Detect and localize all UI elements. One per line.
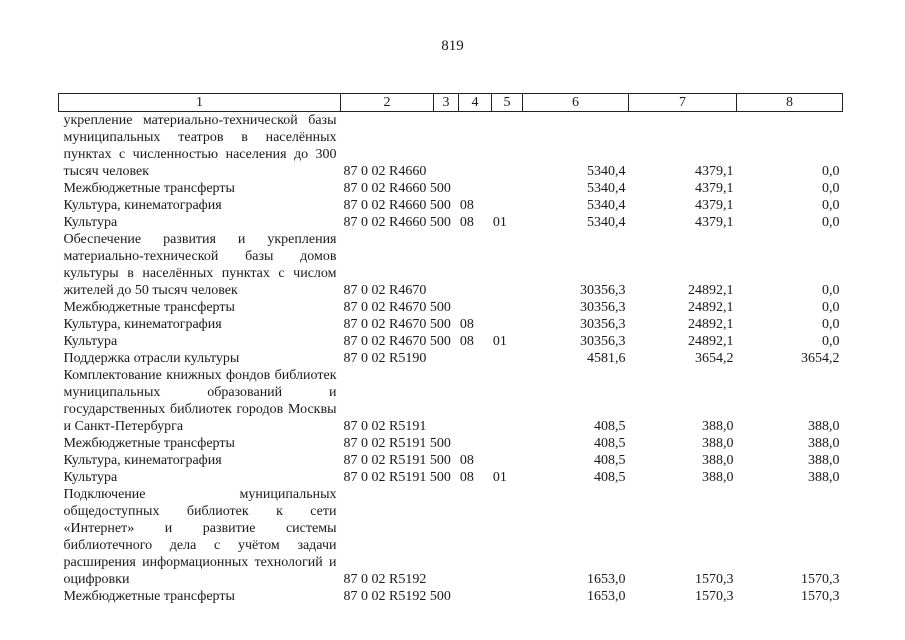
row-target-code: 87 0 02 R4670 [343, 283, 427, 298]
row-name: Культура, кинематография [63, 317, 222, 332]
table-row [59, 333, 843, 350]
row-name: Подключение муниципальных общедоступных библиотек к сети «Интернет» и развитие системы библиотечного дела с учётом задачи расширения информационных технологий и оцифровки [63, 487, 337, 587]
row-name: Культура [63, 215, 118, 230]
row-subsection: 01 [492, 334, 507, 349]
row-value-col8: 388,0 [808, 470, 840, 485]
row-value-col6: 408,5 [594, 419, 626, 434]
table-row [59, 588, 843, 605]
row-value-col7: 1570,3 [695, 589, 734, 604]
row-value-col7: 24892,1 [688, 317, 734, 332]
row-codes [341, 180, 523, 197]
table-row [59, 197, 843, 214]
row-name: укрепление материально-технической базы муниципальных театров в населённых пунктах с численностью населения до 300 тысяч человек [63, 113, 337, 179]
row-subsection: 01 [492, 215, 507, 230]
row-value-col6: 30356,3 [580, 317, 626, 332]
header-row [59, 94, 843, 112]
table-row [59, 469, 843, 486]
budget-table [58, 93, 843, 605]
row-name: Межбюджетные трансферты [63, 589, 235, 604]
header-col-4: 4 [459, 94, 492, 112]
row-name: Культура [63, 470, 118, 485]
row-value-col8: 388,0 [808, 453, 840, 468]
row-value-col7: 24892,1 [688, 334, 734, 349]
table-row [59, 316, 843, 333]
row-value-col8: 0,0 [822, 300, 840, 315]
row-value-col8: 0,0 [822, 317, 840, 332]
row-codes [341, 214, 523, 231]
row-value-col8: 0,0 [822, 334, 840, 349]
row-name: Комплектование книжных фондов библиотек муниципальных образований и государственных библиотек городов Москвы и Санкт-Петербурга [63, 368, 337, 434]
row-target-code: 87 0 02 R4660 [343, 215, 427, 230]
row-expense-type: 500 [429, 215, 451, 230]
row-name: Межбюджетные трансферты [63, 181, 235, 196]
row-value-col7: 388,0 [702, 436, 734, 451]
row-expense-type: 500 [429, 334, 451, 349]
row-value-col8: 1570,3 [801, 589, 840, 604]
row-value-col6: 30356,3 [580, 334, 626, 349]
budget-table-container [58, 93, 842, 605]
row-value-col6: 4581,6 [587, 351, 626, 366]
row-target-code: 87 0 02 R5191 [343, 470, 427, 485]
row-expense-type: 500 [429, 198, 451, 213]
row-section: 08 [459, 453, 474, 468]
row-codes [341, 333, 523, 350]
table-body [59, 112, 843, 606]
row-target-code: 87 0 02 R4670 [343, 334, 427, 349]
row-value-col6: 5340,4 [587, 198, 626, 213]
row-value-col7: 24892,1 [688, 300, 734, 315]
row-section: 08 [459, 198, 474, 213]
table-row [59, 486, 843, 588]
row-value-col8: 1570,3 [801, 572, 840, 587]
row-value-col8: 0,0 [822, 164, 840, 179]
row-name: Межбюджетные трансферты [63, 300, 235, 315]
row-value-col8: 0,0 [822, 215, 840, 230]
row-value-col8: 0,0 [822, 283, 840, 298]
row-name: Поддержка отрасли культуры [63, 351, 240, 366]
row-target-code: 87 0 02 R5192 [343, 589, 427, 604]
table-row [59, 180, 843, 197]
row-target-code: 87 0 02 R4660 [343, 164, 427, 179]
row-value-col7: 24892,1 [688, 283, 734, 298]
row-section: 08 [459, 215, 474, 230]
row-name: Культура [63, 334, 118, 349]
table-row [59, 231, 843, 299]
row-codes [341, 112, 523, 181]
row-codes [341, 197, 523, 214]
row-target-code: 87 0 02 R5192 [343, 572, 427, 587]
row-target-code: 87 0 02 R4670 [343, 317, 427, 332]
header-col-3: 3 [434, 94, 459, 112]
table-row [59, 435, 843, 452]
row-value-col6: 408,5 [594, 453, 626, 468]
row-value-col7: 4379,1 [695, 215, 734, 230]
table-header [59, 94, 843, 112]
row-codes [341, 367, 523, 435]
row-value-col8: 0,0 [822, 198, 840, 213]
header-col-6: 6 [523, 94, 629, 112]
row-codes [341, 452, 523, 469]
row-name: Культура, кинематография [63, 198, 222, 213]
row-codes [341, 469, 523, 486]
row-value-col6: 408,5 [594, 470, 626, 485]
row-target-code: 87 0 02 R4670 [343, 300, 427, 315]
row-name: Межбюджетные трансферты [63, 436, 235, 451]
row-expense-type: 500 [429, 317, 451, 332]
row-value-col8: 3654,2 [801, 351, 840, 366]
row-value-col7: 388,0 [702, 453, 734, 468]
row-value-col7: 4379,1 [695, 198, 734, 213]
table-row [59, 299, 843, 316]
row-value-col6: 30356,3 [580, 283, 626, 298]
table-row [59, 214, 843, 231]
table-row [59, 112, 843, 181]
row-codes [341, 231, 523, 299]
row-value-col6: 5340,4 [587, 181, 626, 196]
row-expense-type: 500 [429, 436, 451, 451]
row-value-col8: 0,0 [822, 181, 840, 196]
row-codes [341, 588, 523, 605]
row-target-code: 87 0 02 R4660 [343, 198, 427, 213]
row-target-code: 87 0 02 R5191 [343, 436, 427, 451]
row-value-col7: 4379,1 [695, 164, 734, 179]
page-number: 819 [441, 38, 464, 54]
row-codes [341, 350, 523, 367]
header-col-5: 5 [492, 94, 523, 112]
row-codes [341, 299, 523, 316]
row-value-col8: 388,0 [808, 436, 840, 451]
row-value-col6: 5340,4 [587, 164, 626, 179]
row-section: 08 [459, 334, 474, 349]
header-col-2: 2 [341, 94, 434, 112]
row-subsection: 01 [492, 470, 507, 485]
row-codes [341, 316, 523, 333]
row-value-col7: 388,0 [702, 470, 734, 485]
row-value-col6: 408,5 [594, 436, 626, 451]
row-value-col7: 1570,3 [695, 572, 734, 587]
row-target-code: 87 0 02 R5191 [343, 419, 427, 434]
row-expense-type: 500 [429, 300, 451, 315]
header-col-7: 7 [629, 94, 737, 112]
header-col-8: 8 [737, 94, 843, 112]
table-row [59, 367, 843, 435]
row-target-code: 87 0 02 R4660 [343, 181, 427, 196]
table-row [59, 452, 843, 469]
row-target-code: 87 0 02 R5190 [343, 351, 427, 366]
row-name: Культура, кинематография [63, 453, 222, 468]
row-value-col7: 388,0 [702, 419, 734, 434]
row-value-col7: 4379,1 [695, 181, 734, 196]
row-expense-type: 500 [429, 181, 451, 196]
row-codes [341, 435, 523, 452]
row-value-col6: 5340,4 [587, 215, 626, 230]
row-value-col6: 1653,0 [587, 572, 626, 587]
row-expense-type: 500 [429, 470, 451, 485]
row-value-col8: 388,0 [808, 419, 840, 434]
row-value-col7: 3654,2 [695, 351, 734, 366]
row-value-col6: 30356,3 [580, 300, 626, 315]
row-target-code: 87 0 02 R5191 [343, 453, 427, 468]
row-section: 08 [459, 470, 474, 485]
row-expense-type: 500 [429, 453, 451, 468]
row-section: 08 [459, 317, 474, 332]
row-codes [341, 486, 523, 588]
row-name: Обеспечение развития и укрепления материально-технической базы домов культуры в населённых пунктах с числом жителей до 50 тысяч человек [63, 232, 337, 298]
table-row [59, 350, 843, 367]
row-value-col6: 1653,0 [587, 589, 626, 604]
header-col-1: 1 [59, 94, 341, 112]
row-expense-type: 500 [429, 589, 451, 604]
